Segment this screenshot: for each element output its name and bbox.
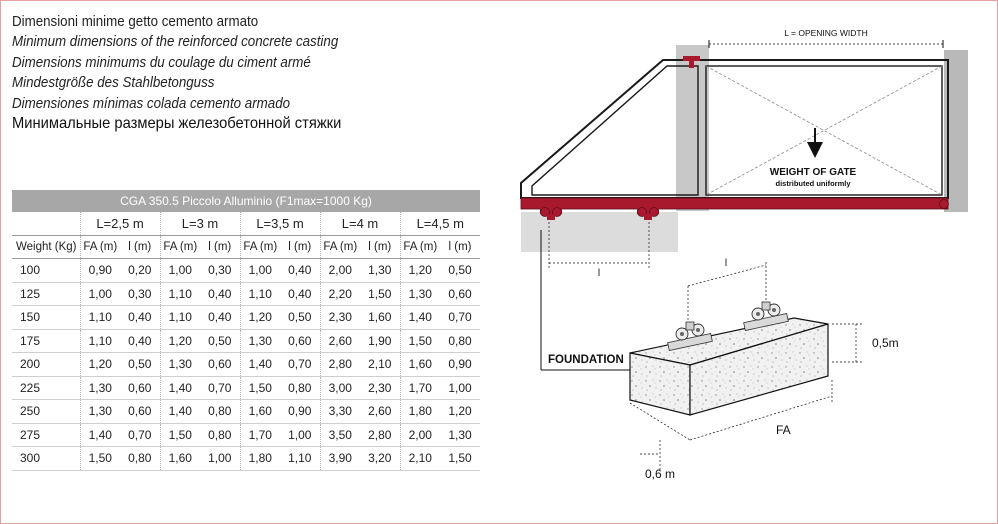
weight-of-gate-label: WEIGHT OF GATE (769, 167, 857, 178)
height-label: 0,5m (872, 336, 899, 350)
weight-cell: 100 (12, 259, 80, 283)
l-cell: 0,80 (440, 329, 480, 353)
fa-cell: 1,00 (240, 259, 280, 283)
l-cell: 0,20 (120, 259, 160, 283)
fa-cell: 3,00 (320, 376, 360, 400)
wheel-spacing-label: l (597, 268, 601, 279)
l-header: l (m) (280, 235, 320, 259)
fa-cell: 2,30 (320, 306, 360, 330)
l-cell: 0,80 (120, 447, 160, 471)
foundation-label: FOUNDATION (548, 354, 624, 366)
foundation-section (521, 212, 678, 252)
fa-cell: 1,60 (160, 447, 200, 471)
l-cell: 0,80 (200, 423, 240, 447)
l-cell: 0,60 (120, 400, 160, 424)
fa-cell: 1,80 (400, 400, 440, 424)
fa-cell: 2,20 (320, 282, 360, 306)
l-cell: 0,90 (280, 400, 320, 424)
fa-cell: 1,20 (240, 306, 280, 330)
l-cell: 1,90 (360, 329, 400, 353)
l-cell: 0,50 (440, 259, 480, 283)
l-cell: 0,40 (200, 306, 240, 330)
fa-cell: 1,50 (240, 376, 280, 400)
fa-cell: 1,10 (80, 329, 120, 353)
fa-cell: 1,70 (400, 376, 440, 400)
fa-header: FA (m) (240, 235, 280, 259)
gate-tail-frame (532, 66, 698, 195)
fa-cell: 1,10 (160, 282, 200, 306)
l-cell: 1,00 (280, 423, 320, 447)
fa-cell: 1,50 (160, 423, 200, 447)
fa-cell: 3,50 (320, 423, 360, 447)
l-cell: 1,10 (280, 447, 320, 471)
l-cell: 0,40 (120, 329, 160, 353)
l-cell: 1,60 (360, 306, 400, 330)
l-cell: 2,80 (360, 423, 400, 447)
l-cell: 0,60 (200, 353, 240, 377)
fa-cell: 1,20 (160, 329, 200, 353)
l-cell: 1,00 (440, 376, 480, 400)
weight-cell: 275 (12, 423, 80, 447)
fa-cell: 1,40 (160, 400, 200, 424)
title-italian: Dimensioni minime getto cemento armato (12, 14, 259, 30)
l-cell: 1,50 (440, 447, 480, 471)
l-cell: 0,70 (200, 376, 240, 400)
fa-header: FA (m) (160, 235, 200, 259)
fa-cell: 1,30 (240, 329, 280, 353)
fa-cell: 1,40 (80, 423, 120, 447)
fa-cell: 3,90 (320, 447, 360, 471)
left-pillar (676, 45, 709, 211)
l-cell: 2,30 (360, 376, 400, 400)
l-cell: 0,30 (200, 259, 240, 283)
l-cell: 1,30 (440, 423, 480, 447)
fa-cell: 1,50 (400, 329, 440, 353)
l-cell: 0,50 (200, 329, 240, 353)
gate-outer-frame (521, 60, 948, 198)
gate-elevation (521, 28, 968, 279)
fa-cell: 1,30 (400, 282, 440, 306)
table-caption: CGA 350.5 Piccolo Alluminio (F1max=1000 Kg) (12, 190, 480, 212)
fa-cell: 2,10 (400, 447, 440, 471)
fa-cell: 1,60 (240, 400, 280, 424)
length-label: FA (776, 423, 791, 437)
fa-header: FA (m) (80, 235, 120, 259)
fa-cell: 1,50 (80, 447, 120, 471)
l-cell: 2,10 (360, 353, 400, 377)
l-cell: 0,50 (280, 306, 320, 330)
l-cell: 0,40 (280, 282, 320, 306)
title-russian: Минимальные размеры железобетонной стяжки (12, 115, 342, 133)
fa-cell: 2,00 (320, 259, 360, 283)
l-cell: 1,20 (440, 400, 480, 424)
fa-cell: 1,30 (80, 400, 120, 424)
l-cell: 0,60 (440, 282, 480, 306)
rail-end-stop (940, 200, 949, 209)
fa-cell: 0,90 (80, 259, 120, 283)
l-cell: 0,70 (280, 353, 320, 377)
l-cell: 2,60 (360, 400, 400, 424)
weight-distribution-label: distributed uniformly (775, 179, 851, 188)
fa-cell: 1,70 (240, 423, 280, 447)
bottom-rail (521, 198, 948, 209)
l-cell: 0,50 (120, 353, 160, 377)
fa-header: FA (m) (400, 235, 440, 259)
weight-cell: 200 (12, 353, 80, 377)
fa-cell: 1,20 (80, 353, 120, 377)
foundation-block (541, 230, 899, 481)
top-guide (689, 61, 694, 68)
fa-cell: 1,30 (80, 376, 120, 400)
fa-cell: 1,30 (160, 353, 200, 377)
fa-cell: 1,80 (240, 447, 280, 471)
l-cell: 0,80 (280, 376, 320, 400)
l-cell: 0,40 (120, 306, 160, 330)
fa-cell: 1,40 (240, 353, 280, 377)
l-cell: 0,70 (120, 423, 160, 447)
title-german: Mindestgröße des Stahlbetonguss (12, 75, 215, 92)
fa-cell: 1,40 (400, 306, 440, 330)
length-header: L=3,5 m (240, 212, 320, 235)
l-cell: 0,60 (280, 329, 320, 353)
length-header: L=4,5 m (400, 212, 480, 235)
width-label: 0,6 m (645, 467, 676, 481)
weight-cell: 250 (12, 400, 80, 424)
title-french: Dimensions minimums du coulage du ciment armé (12, 54, 311, 71)
fa-cell: 1,10 (80, 306, 120, 330)
l-cell: 0,80 (200, 400, 240, 424)
l-header: l (m) (200, 235, 240, 259)
fa-cell: 2,60 (320, 329, 360, 353)
l-cell: 3,20 (360, 447, 400, 471)
l-header: l (m) (440, 235, 480, 259)
fa-cell: 1,40 (160, 376, 200, 400)
fa-cell: 2,00 (400, 423, 440, 447)
weight-cell: 300 (12, 447, 80, 471)
weight-cell: 125 (12, 282, 80, 306)
l-cell: 0,70 (440, 306, 480, 330)
l-cell: 1,30 (360, 259, 400, 283)
l-cell: 0,40 (280, 259, 320, 283)
l-header: l (m) (120, 235, 160, 259)
l-header: l (m) (360, 235, 400, 259)
l-cell: 0,40 (200, 282, 240, 306)
fa-cell: 2,80 (320, 353, 360, 377)
length-header: L=4 m (320, 212, 400, 235)
weight-header: Weight (Kg) (12, 235, 80, 259)
fa-header: FA (m) (320, 235, 360, 259)
weight-cell: 225 (12, 376, 80, 400)
l-cell: 0,90 (440, 353, 480, 377)
l-cell: 0,30 (120, 282, 160, 306)
fa-cell: 1,60 (400, 353, 440, 377)
length-header: L=2,5 m (80, 212, 160, 235)
l-cell: 1,00 (200, 447, 240, 471)
l-cell: 0,60 (120, 376, 160, 400)
title-english: Minimum dimensions of the reinforced concrete casting (12, 34, 339, 51)
fa-cell: 1,10 (240, 282, 280, 306)
fa-cell: 1,10 (160, 306, 200, 330)
fa-cell: 1,20 (400, 259, 440, 283)
fa-cell: 1,00 (160, 259, 200, 283)
fa-cell: 1,00 (80, 282, 120, 306)
title-spanish: Dimensiones mínimas colada cemento armado (12, 95, 291, 112)
length-header: L=3 m (160, 212, 240, 235)
top-guide (683, 56, 700, 61)
weight-cell: 150 (12, 306, 80, 330)
opening-width-label: L = OPENING WIDTH (784, 28, 868, 38)
l-cell: 1,50 (360, 282, 400, 306)
weight-cell: 175 (12, 329, 80, 353)
block-spacing-label: l (724, 258, 728, 269)
fa-cell: 3,30 (320, 400, 360, 424)
